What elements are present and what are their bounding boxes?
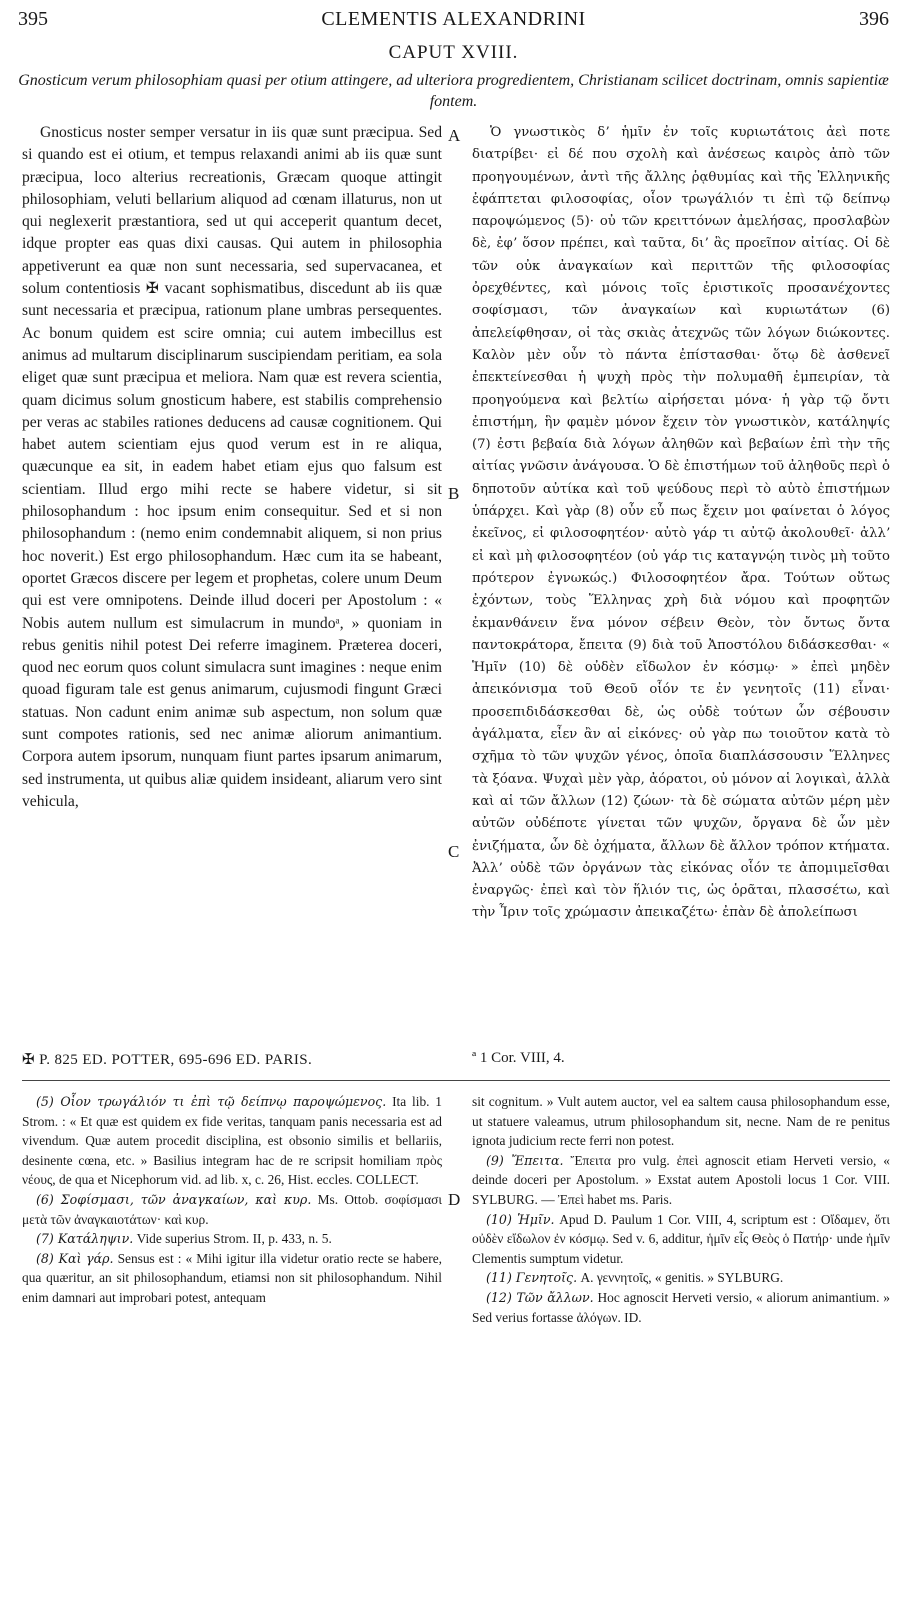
greek-paragraph: Ὁ γνωστικὸς δʼ ἡμῖν ἐν τοῖς κυριωτάτοις ἀεὶ ποτε διατρίβει· εἰ δέ που σχολὴ καὶ ἀνέσεως καιρὸς ἀπὸ τῶν προηγουμένων, ἀντὶ τῆς ἄλλης ῥᾳθυμίας καὶ τῆς Ἑλληνικῆς ἐφάπτεται φιλοσοφίας, οἷον τρωγάλιόν τι ἐπὶ τῷ δείπνῳ παροψώμενος (5)· οὐ τῶν κρειττόνων ἀμελήσας, προσλαβὼν δὲ, ἐφʼ ὅσον πρέπει, καὶ ταῦτα, διʼ ἃς προεῖπον αἰτίας. Οἱ δὲ τῶν οὐκ ἀναγκαίων καὶ περιττῶν τῆς φιλοσοφίας ὀρεχθέντες, καὶ μόνοις τοῖς ἐριστικοῖς προσανέχοντες σοφίσμασι, τῶν ἀναγκαίων καὶ κυριωτάτων (6) ἀπελείφθησαν, οἱ τὰς σκιὰς ἀτεχνῶς τῶν λόγων διώκοντες. Καλὸν μὲν οὖν τὸ πάντα ἐπίστασθαι· ὅτῳ δὲ ἀσθενεῖ ἐπεκτείνεσθαι ἡ ψυχὴ πρὸς τὴν πολυμαθῆ ἐμπειρίαν, τὰ προηγούμενα καὶ βελτίω αἱρήσεται μόνα· ἡ γὰρ τῷ ὄντι ἐπιστήμη, ἣν φαμὲν μόνον ἔχειν τὸν γνωστικὸν, κατάληψίς (7) ἐστι βεβαία διὰ λόγων ἀληθῶν καὶ βεβαίων ἐπὶ τὴν τῆς αἰτίας γνῶσιν ἀνάγουσα. Ὁ δὲ ἐπιστήμων τοῦ ἀληθοῦς περὶ ὁ δηποτοῦν αὐτίκα καὶ τοῦ ψεύδους περὶ τὸ αὐτὸ ἐπιστήμων ὑπάρχει. Καὶ γὰρ (8) οὖν εὖ πως ἔχειν μοι φαίνεται ὁ λόγος ἐκεῖνος, εἰ φιλοσοφητέον· αὐτὸ γάρ τι αὐτῷ ἀκολουθεῖ· ἀλλʼ εἰ καὶ μὴ φιλοσοφητέον (οὐ γάρ τις καταγνῴη τινὸς μὴ τοῦτο πρότερον ἐγνωκώς.) Φιλοσοφητέον ἄρα. Τούτων οὕτως ἐχόντων, τοὺς Ἕλληνας χρὴ διὰ νόμου καὶ προφητῶν ἐκμανθάνειν ἕνα μόνον σέβειν Θεὸν, τὸν ὄντως ὄντα παντοκράτορα, ἔπειτα (9) διὰ τοῦ Ἀποστόλου διδάσκεσθαι· « Ἡμῖν (10) δὲ οὐδὲν εἴδωλον ἐν κόσμῳ· » ἐπεὶ μηδὲν ἀπεικόνισμα τοῦ Θεοῦ οἷόν τε ἐν γενητοῖς (11) εἶναι· προσεπιδιδάσκεσθαι δὲ, ὡς οὐδὲ τούτων ὧν σέβουσιν ἀγάλματα, εἶεν ἂν αἱ εἰκόνες· οὐ γὰρ πω τοιοῦτον κατὰ τὸ σχῆμα τὸ τῶν ψυχῶν γένος, ὁποῖα διαπλάσσουσιν Ἕλληνες τὰ ξόανα. Ψυχαὶ μὲν γὰρ, ἀόρατοι, οὐ μόνον αἱ λογικαὶ, ἀλλὰ καὶ αἱ τῶν ἄλλων (12) ζώων· τὰ δὲ σώματα αὐτῶν μέρη μὲν αὐτῶν οὐδέποτε γίνεται τῶν ψυχῶν, ὄργανα δὲ ὧν μὲν ἐνιζήματα, ὧν δὲ ὀχήματα, ἄλλων δὲ ἄλλον τρόπον κτήματα. Ἀλλʼ οὐδὲ τῶν ὀργάνων τὰς εἰκόνας οἷόν τε ἀπομιμεῖσθαι ἐναργῶς· ἐπεὶ καὶ τὸν ἥλιόν τις, ὡς ὁρᾶται, πλασσέτω, καὶ τὴν Ἶριν τοῖς χρώμασιν ἀπεικαζέτω· ἐπὰν δὲ ἀπολείπωσι bbox=[472, 125, 890, 921]
note-item bbox=[472, 1092, 890, 1151]
note-lemma: (11) Γενητοῖς. bbox=[486, 1270, 578, 1286]
page-number-right: 396 bbox=[859, 8, 889, 30]
latin-paragraph: Gnosticus noster semper versatur in iis quæ sunt præcipua. Sed si quando est ei otium, et tempus relaxandi animi ab iis quæ sunt præcipua, loco alterius recreationis, Græcam quoque attingit philosophiam, veluti bellarium aliquod ad cœnam illaturus, non ut qui neglexerit præstantiora, sed ut qui acceperit quantum decet, idque propter eas quas dixi causas. Qui autem in philosophia appetiverunt ea quæ non sunt necessaria, sed supervacanea, et solum contentiosis ✠ vacant sophismatibus, discedunt ab iis quæ sunt necessaria et præcipua, rationum plane umbras persequentes. Ac bonum quidem est scire omnia; cui autem imbecillus est animus ad multarum disciplinarum suscipiendam peritiam, ea sola eliget quæ sunt præcipua et meliora. Nam quæ est revera scientia, quam dicimus solum gnosticum habere, est stabilis comprehensio per veras ac stabiles rationes deducens ad causæ cognitionem. Qui habet autem scientiam ejus quod verum est in re aliqua, quæcunque ea sit, in eadem habet etiam ejus quo falsum est scientiam. Illud ergo mihi recte se habere videtur, si sit philosophandum : hoc ipsum enim consequitur. Sed et si non philosophandum : (nemo enim condemnabit aliquem, si non prius hoc noverit.) Est ergo philosophandum. Hæc cum ita se habeant, oportet Græcos discere per legem et prophetas, colere unum Deum qui est vere omnipotens. Deinde illud doceri per Apostolum : « Nobis autem nullum est simulacrum in mundoᵃ, » quoniam in rebus genitis nihil potest Dei referre imaginem. Præterea doceri, quod nec eorum quos colunt simulacra sunt imagines : neque enim quoad figuram tale est genus animarum, cujusmodi fingunt Græci statuas. Non cadunt enim animæ sub aspectum, non solum quæ sunt compotes rationis, sed nec animæ aliorum animantium. Corpora autem ipsorum, nunquam fiunt partes ipsarum animarum, sed instrumenta, ut quibus aliæ quidem insideant, aliarum vero sint vehicula, bbox=[22, 124, 442, 810]
page-number-left: 395 bbox=[18, 8, 48, 30]
note-lemma: (7) Κατάληψιν. bbox=[36, 1231, 134, 1247]
margin-marker-a: A bbox=[448, 126, 461, 145]
latin-column bbox=[22, 122, 442, 813]
note-lemma: (8) Καὶ γάρ. bbox=[36, 1250, 114, 1266]
note-item bbox=[472, 1151, 890, 1210]
footnote-divider bbox=[22, 1080, 890, 1081]
running-header bbox=[18, 8, 889, 34]
note-lemma: (12) Τῶν ἄλλων. bbox=[486, 1289, 594, 1305]
edition-reference: ✠ P. 825 ED. POTTER, 695-696 ED. PARIS. bbox=[22, 1052, 313, 1068]
note-text: Ita lib. 1 Strom. : « Et quæ est quidem ex fide veritas, tanquam panis necessaria est ad vivendum. Quæ autem procedit disciplina, est obsonio similis et bellariis, desinente cœna, etc. » Basilius integram hac de re scripsit homiliam πρὸς νέους, de qua et Nicephorum vid. ad lib. x, c. 26, Hist. eccles. COLLECT. bbox=[22, 1094, 443, 1188]
note-item bbox=[22, 1092, 442, 1190]
chapter-heading: CAPUT XVIII. bbox=[388, 42, 519, 63]
margin-marker-d: D bbox=[448, 1190, 461, 1209]
note-item bbox=[22, 1229, 442, 1249]
note-text: Hoc agnoscit Herveti versio, « aliorum animantium. » Sed verius fortasse ἀλόγων. ID. bbox=[472, 1289, 890, 1325]
note-text: Ἔπειτα pro vulg. ἐπεὶ agnoscit etiam Herveti versio, « deinde doceri per Apostolum. » Exstat autem Apostoli locus 1 Cor. VIII. SYLBURG. — Ἐπεὶ habet ms. Paris. bbox=[472, 1152, 890, 1207]
note-lemma: (6) Σοφίσμασι, τῶν ἀναγκαίων, καὶ κυρ. bbox=[36, 1191, 312, 1207]
greek-column bbox=[472, 122, 890, 925]
note-lemma: (10) Ἡμῖν. bbox=[486, 1211, 555, 1227]
notes-left-column bbox=[22, 1092, 442, 1308]
note-item bbox=[472, 1268, 890, 1288]
note-item bbox=[472, 1210, 890, 1269]
note-item bbox=[22, 1190, 442, 1229]
note-lemma: (5) Οἷον τρωγάλιόν τι ἐπὶ τῷ δείπνῳ παροψώμενος. bbox=[36, 1094, 387, 1109]
note-text: Sensus est : « Mihi igitur illa videtur oratio recte se habere, qua quæritur, an sit philosophandum, etiamsi non sit philosophandum. Nihil enim damnari aut improbari potest, antequam bbox=[22, 1250, 442, 1305]
note-text: Apud D. Paulum 1 Cor. VIII, 4, scriptum est : Οἴδαμεν, ὅτι οὐδὲν εἴδωλον ἐν κόσμῳ. Sed v. 6, additur, ἡμῖν εἷς Θεὸς ὁ Πατήρ· unde ἡμῖν Clementis sumptum videtur. bbox=[472, 1211, 890, 1266]
scripture-footnote: ª 1 Cor. VIII, 4. bbox=[472, 1050, 565, 1066]
margin-marker-c: C bbox=[448, 842, 460, 861]
note-text: Vide superius Strom. II, p. 433, n. 5. bbox=[136, 1231, 332, 1247]
notes-right-column bbox=[472, 1092, 890, 1327]
note-item bbox=[22, 1249, 442, 1308]
note-item bbox=[472, 1288, 890, 1327]
note-text: Ms. Ottob. σοφίσμασι μετὰ τῶν ἀναγκαιοτάτων· καὶ κυρ. bbox=[22, 1191, 443, 1227]
note-text: A. γεννητοῖς, « genitis. » SYLBURG. bbox=[580, 1270, 784, 1286]
running-title: CLEMENTIS ALEXANDRINI bbox=[321, 8, 586, 30]
chapter-summary: Gnosticum verum philosophiam quasi per otium attingere, ad ulteriora progredientem, Christianam scilicet doctrinam, omnis sapientiæ fontem. bbox=[18, 72, 889, 110]
note-lemma: (9) Ἔπειτα. bbox=[486, 1152, 564, 1168]
margin-marker-b: B bbox=[448, 484, 460, 503]
note-text: sit cognitum. » Vult autem auctor, vel ea saltem causa philosophandum esse, ut statuere valeamus, utrum philosophandum sit, necne. Nam de re penitus ignota judicium recte ferri non potest. bbox=[472, 1094, 890, 1149]
